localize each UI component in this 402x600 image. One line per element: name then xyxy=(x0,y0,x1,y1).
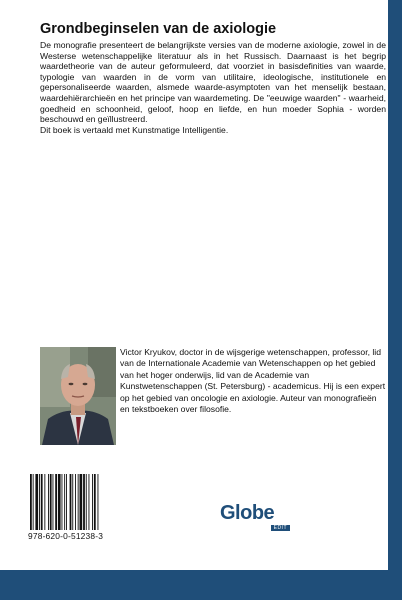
barcode-bar xyxy=(58,474,61,530)
author-photo xyxy=(40,347,116,445)
barcode-bar xyxy=(78,474,79,530)
barcode-bar xyxy=(33,474,34,530)
barcode-bar xyxy=(30,474,32,530)
barcode-bar xyxy=(44,474,45,530)
barcode-bar xyxy=(41,474,43,530)
isbn-barcode xyxy=(28,474,128,530)
barcode-bar xyxy=(70,474,72,530)
barcode-bar xyxy=(83,474,85,530)
barcode-bar xyxy=(94,474,96,530)
barcode-bar xyxy=(86,474,87,530)
publisher-logo-text: Globe xyxy=(220,502,275,524)
barcode-bar xyxy=(80,474,83,530)
barcode-block xyxy=(28,474,128,541)
cover-bottom-band xyxy=(0,570,402,600)
publisher-logo xyxy=(220,502,290,532)
barcode-bar xyxy=(35,474,38,530)
author-portrait-icon xyxy=(40,347,116,445)
barcode-bar xyxy=(89,474,90,530)
isbn-number: 978-620-0-51238-3 xyxy=(28,531,104,541)
back-cover-text xyxy=(40,20,386,135)
barcode-bar xyxy=(39,474,40,530)
barcode-bar xyxy=(66,474,67,530)
ai-translation-note: Dit boek is vertaald met Kunstmatige Intelligentie. xyxy=(40,124,229,135)
barcode-bar xyxy=(92,474,93,530)
barcode-bar xyxy=(64,474,65,530)
book-title: Grondbeginselen van de axiologie xyxy=(40,21,277,37)
barcode-bar xyxy=(62,474,63,530)
description-paragraph: De monografie presenteert de belangrijkste versies van de moderne axiologie, zowel in de Westerse wetenschappelijke literatuur als in het Russisch. Daarnaast is het begrip waardetheorie van de auteur geformuleerd, dat voorziet in basisdefinities van waarde, typologie van waarden in de vorm van utilitaire, ideologische, institutionele en gepersonaliseerde waarden, alsmede waarde-asymptoten van het menselijk bestaan, waardehiërarchieën en het principe van waardemeting. De "eeuwige waarden" - waarheid, goedheid en schoonheid, geloof, hoop en liefde, en hun moeder Sophia - worden beschouwd en geïllustreerd. xyxy=(40,40,386,125)
barcode-bar xyxy=(48,474,49,530)
barcode-bar xyxy=(72,474,73,530)
publisher-logo-sub: EDIT xyxy=(271,525,290,531)
cover-side-band xyxy=(388,0,402,600)
barcode-bar xyxy=(55,474,57,530)
barcode-bar xyxy=(98,474,99,530)
author-bio: Victor Kryukov, doctor in de wijsgerige wetenschappen, professor, lid van de Internationale Academie van Wetenschappen op het gebied van het hoger onderwijs, lid van de Academie van Kunstwetenschappen (St. Petersburg) - academicus. Hij is een expert op het gebied van oncologie en axiologie. Auteur van monografieën en tekstboeken over filosofie. xyxy=(120,347,386,415)
barcode-bar xyxy=(53,474,54,530)
book-description xyxy=(40,40,386,135)
barcode-bar xyxy=(75,474,76,530)
barcode-bar xyxy=(50,474,52,530)
